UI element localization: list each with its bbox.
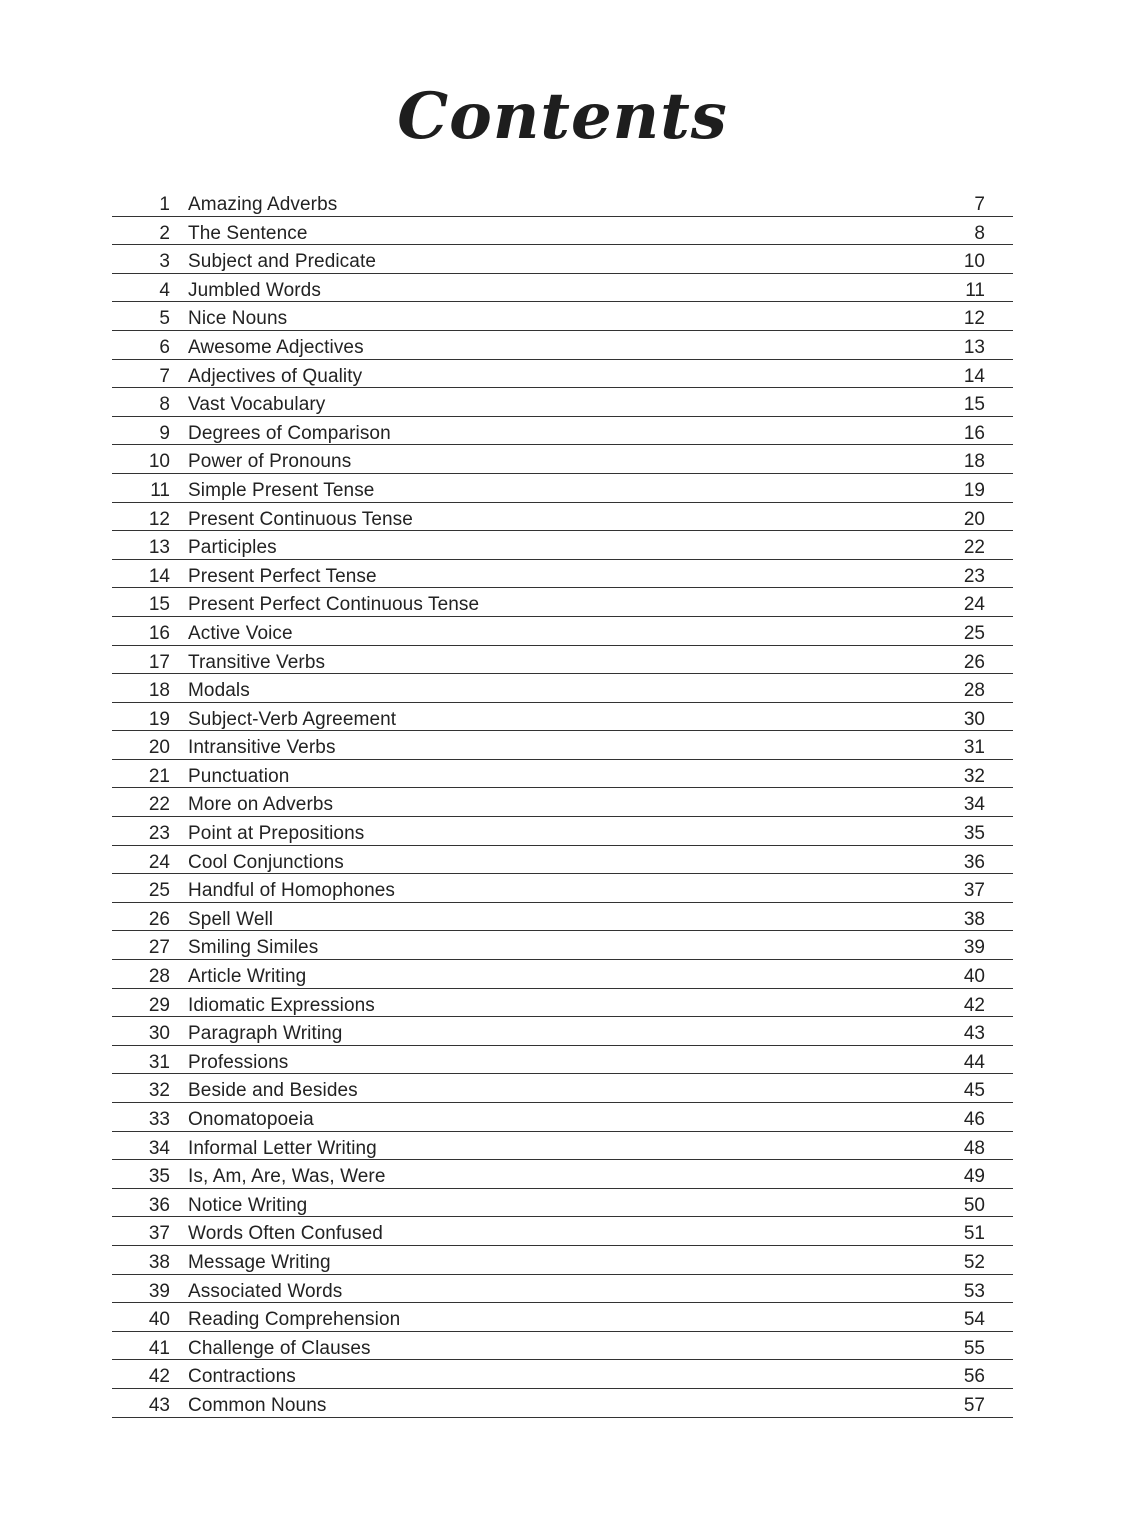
toc-chapter-title: Notice Writing <box>188 1194 308 1216</box>
toc-row <box>112 1017 1013 1046</box>
toc-row <box>112 274 1013 303</box>
toc-page-number: 49 <box>963 1166 985 1188</box>
toc-row <box>112 1046 1013 1075</box>
toc-row <box>112 846 1013 875</box>
toc-row <box>112 1275 1013 1304</box>
toc-chapter-number: 26 <box>148 908 170 930</box>
toc-page-number: 54 <box>963 1309 985 1331</box>
toc-chapter-title: Present Continuous Tense <box>188 508 413 530</box>
toc-page-number: 15 <box>963 394 985 416</box>
toc-chapter-number: 41 <box>148 1337 170 1359</box>
toc-chapter-title: Is, Am, Are, Was, Were <box>188 1166 386 1188</box>
toc-page-number: 13 <box>963 336 985 358</box>
toc-page-number: 51 <box>963 1223 985 1245</box>
toc-chapter-number: 33 <box>148 1109 170 1130</box>
toc-chapter-title: Message Writing <box>188 1251 331 1273</box>
toc-chapter-title: Common Nouns <box>188 1394 327 1416</box>
toc-chapter-title: Subject-Verb Agreement <box>188 708 397 730</box>
toc-page-number: 30 <box>963 708 985 730</box>
toc-page-number: 24 <box>963 594 985 616</box>
toc-page-number: 36 <box>963 851 985 873</box>
toc-page-number: 43 <box>963 1023 985 1045</box>
toc-chapter-number: 6 <box>159 336 170 358</box>
toc-chapter-number: 11 <box>150 479 170 501</box>
toc-page-number: 46 <box>963 1109 985 1130</box>
toc-chapter-number: 35 <box>148 1166 170 1188</box>
toc-chapter-number: 29 <box>148 994 170 1016</box>
toc-row <box>112 445 1013 474</box>
toc-chapter-number: 32 <box>148 1080 170 1102</box>
toc-row <box>112 1360 1013 1389</box>
toc-row <box>112 788 1013 817</box>
toc-page-number: 8 <box>974 222 985 244</box>
toc-page-number: 34 <box>963 794 985 816</box>
toc-chapter-number: 34 <box>148 1137 170 1159</box>
toc-page-number: 12 <box>963 308 985 330</box>
toc-page-number: 18 <box>963 451 985 473</box>
toc-row <box>112 1303 1013 1332</box>
toc-page-number: 31 <box>963 737 985 759</box>
toc-chapter-title: Associated Words <box>188 1280 343 1302</box>
toc-page-number: 39 <box>963 937 985 959</box>
toc-chapter-number: 42 <box>148 1366 170 1388</box>
toc-chapter-title: Spell Well <box>188 908 274 930</box>
toc-chapter-title: Nice Nouns <box>188 308 288 330</box>
toc-chapter-title: Present Perfect Tense <box>188 565 377 587</box>
toc-chapter-number: 17 <box>148 651 170 673</box>
toc-row <box>112 703 1013 732</box>
toc-row <box>112 817 1013 846</box>
toc-chapter-title: Beside and Besides <box>188 1080 358 1102</box>
toc-page-number: 42 <box>963 994 985 1016</box>
toc-chapter-title: Amazing Adverbs <box>188 194 338 215</box>
toc-chapter-number: 24 <box>148 851 170 873</box>
toc-chapter-title: Smiling Similes <box>188 937 319 959</box>
toc-chapter-title: Vast Vocabulary <box>188 394 326 416</box>
toc-page-number: 10 <box>963 251 985 273</box>
toc-chapter-title: Idiomatic Expressions <box>188 994 375 1016</box>
toc-row <box>112 302 1013 331</box>
toc-page-number: 44 <box>963 1051 985 1073</box>
toc-row <box>112 1246 1013 1275</box>
toc-chapter-title: Informal Letter Writing <box>188 1137 377 1159</box>
toc-row <box>112 1074 1013 1103</box>
toc-chapter-title: Challenge of Clauses <box>188 1337 371 1359</box>
toc-chapter-number: 38 <box>148 1251 170 1273</box>
toc-page-number: 45 <box>963 1080 985 1102</box>
toc-chapter-number: 3 <box>159 251 170 273</box>
toc-chapter-title: Words Often Confused <box>188 1223 383 1245</box>
toc-chapter-number: 31 <box>148 1051 170 1073</box>
toc-chapter-number: 12 <box>148 508 170 530</box>
toc-chapter-title: Paragraph Writing <box>188 1023 343 1045</box>
toc-chapter-number: 13 <box>148 537 170 559</box>
toc-chapter-title: Reading Comprehension <box>188 1309 401 1331</box>
toc-row <box>112 1332 1013 1361</box>
toc-page-number: 52 <box>963 1251 985 1273</box>
toc-row <box>112 1132 1013 1161</box>
toc-row <box>112 760 1013 789</box>
toc-chapter-title: Subject and Predicate <box>188 251 376 273</box>
toc-page-number: 40 <box>963 966 985 988</box>
toc-chapter-number: 20 <box>148 737 170 759</box>
toc-chapter-title: Transitive Verbs <box>188 651 326 673</box>
toc-chapter-number: 2 <box>159 222 170 244</box>
toc-row <box>112 417 1013 446</box>
toc-page-number: 55 <box>963 1337 985 1359</box>
toc-row <box>112 217 1013 246</box>
toc-row <box>112 388 1013 417</box>
toc-page-number: 7 <box>974 194 985 215</box>
toc-chapter-title: Point at Prepositions <box>188 823 365 845</box>
toc-chapter-title: Degrees of Comparison <box>188 422 391 444</box>
toc-row <box>112 503 1013 532</box>
toc-chapter-number: 5 <box>159 308 170 330</box>
toc-chapter-number: 22 <box>148 794 170 816</box>
toc-chapter-number: 8 <box>159 394 170 416</box>
toc-page-number: 22 <box>963 537 985 559</box>
toc-row <box>112 1189 1013 1218</box>
toc-page-number: 28 <box>963 680 985 702</box>
toc-chapter-title: Awesome Adjectives <box>188 336 364 358</box>
toc-row <box>112 989 1013 1018</box>
toc-chapter-title: More on Adverbs <box>188 794 334 816</box>
toc-chapter-number: 28 <box>148 966 170 988</box>
toc-row <box>112 1389 1013 1418</box>
toc-chapter-title: Adjectives of Quality <box>188 365 363 387</box>
toc-chapter-number: 43 <box>148 1394 170 1416</box>
toc-chapter-title: Article Writing <box>188 966 307 988</box>
toc-page-number: 20 <box>963 508 985 530</box>
toc-chapter-number: 9 <box>159 422 170 444</box>
toc-chapter-title: Punctuation <box>188 765 290 787</box>
toc-page-number: 11 <box>965 279 985 301</box>
toc-chapter-number: 36 <box>148 1194 170 1216</box>
toc-chapter-number: 37 <box>148 1223 170 1245</box>
toc-page-number: 57 <box>963 1394 985 1416</box>
toc-chapter-number: 1 <box>159 194 170 215</box>
toc-chapter-title: Participles <box>188 537 277 559</box>
toc-chapter-number: 18 <box>148 680 170 702</box>
toc-row <box>112 1160 1013 1189</box>
toc-page-number: 50 <box>963 1194 985 1216</box>
toc-chapter-title: Active Voice <box>188 622 293 644</box>
toc-page-number: 35 <box>963 823 985 845</box>
toc-chapter-title: Jumbled Words <box>188 279 321 301</box>
toc-chapter-title: Contractions <box>188 1366 296 1388</box>
toc-chapter-number: 23 <box>148 823 170 845</box>
page-title: Contents <box>397 79 728 154</box>
toc-chapter-title: Professions <box>188 1051 289 1073</box>
toc-chapter-title: Simple Present Tense <box>188 479 375 501</box>
toc-page-number: 38 <box>963 908 985 930</box>
toc-chapter-number: 4 <box>159 279 170 301</box>
toc-row <box>112 903 1013 932</box>
toc-page-number: 53 <box>963 1280 985 1302</box>
toc-chapter-number: 16 <box>148 622 170 644</box>
toc-row <box>112 1103 1013 1132</box>
toc-row <box>112 560 1013 589</box>
toc-row <box>112 617 1013 646</box>
toc-row <box>112 1217 1013 1246</box>
toc-chapter-title: Power of Pronouns <box>188 451 352 473</box>
toc-row <box>112 731 1013 760</box>
toc-chapter-number: 10 <box>148 451 170 473</box>
toc-row <box>112 931 1013 960</box>
toc-chapter-number: 15 <box>148 594 170 616</box>
toc-chapter-number: 21 <box>148 765 170 787</box>
toc-page-number: 23 <box>963 565 985 587</box>
toc-chapter-title: The Sentence <box>188 222 308 244</box>
toc-page-number: 16 <box>963 422 985 444</box>
toc-row <box>112 331 1013 360</box>
toc-page-number: 32 <box>963 765 985 787</box>
toc-chapter-number: 19 <box>148 708 170 730</box>
toc-row <box>112 674 1013 703</box>
toc-chapter-number: 7 <box>159 365 170 387</box>
table-of-contents <box>112 188 1013 1418</box>
toc-row <box>112 960 1013 989</box>
toc-row <box>112 245 1013 274</box>
toc-chapter-number: 25 <box>148 880 170 902</box>
toc-row <box>112 474 1013 503</box>
toc-chapter-title: Intransitive Verbs <box>188 737 336 759</box>
toc-page-number: 37 <box>963 880 985 902</box>
toc-page-number: 26 <box>963 651 985 673</box>
toc-chapter-title: Onomatopoeia <box>188 1109 314 1130</box>
toc-row <box>112 360 1013 389</box>
toc-chapter-number: 39 <box>148 1280 170 1302</box>
toc-chapter-number: 27 <box>148 937 170 959</box>
toc-chapter-title: Cool Conjunctions <box>188 851 344 873</box>
toc-page-number: 19 <box>963 479 985 501</box>
toc-page-number: 25 <box>963 622 985 644</box>
toc-row <box>112 588 1013 617</box>
toc-chapter-title: Handful of Homophones <box>188 880 396 902</box>
toc-chapter-title: Present Perfect Continuous Tense <box>188 594 480 616</box>
toc-page-number: 48 <box>963 1137 985 1159</box>
toc-row <box>112 188 1013 217</box>
toc-row <box>112 531 1013 560</box>
toc-row <box>112 646 1013 675</box>
toc-page-number: 56 <box>963 1366 985 1388</box>
toc-row <box>112 874 1013 903</box>
toc-chapter-number: 14 <box>148 565 170 587</box>
toc-chapter-number: 30 <box>148 1023 170 1045</box>
toc-page-number: 14 <box>963 365 985 387</box>
toc-chapter-number: 40 <box>148 1309 170 1331</box>
toc-chapter-title: Modals <box>188 680 250 702</box>
